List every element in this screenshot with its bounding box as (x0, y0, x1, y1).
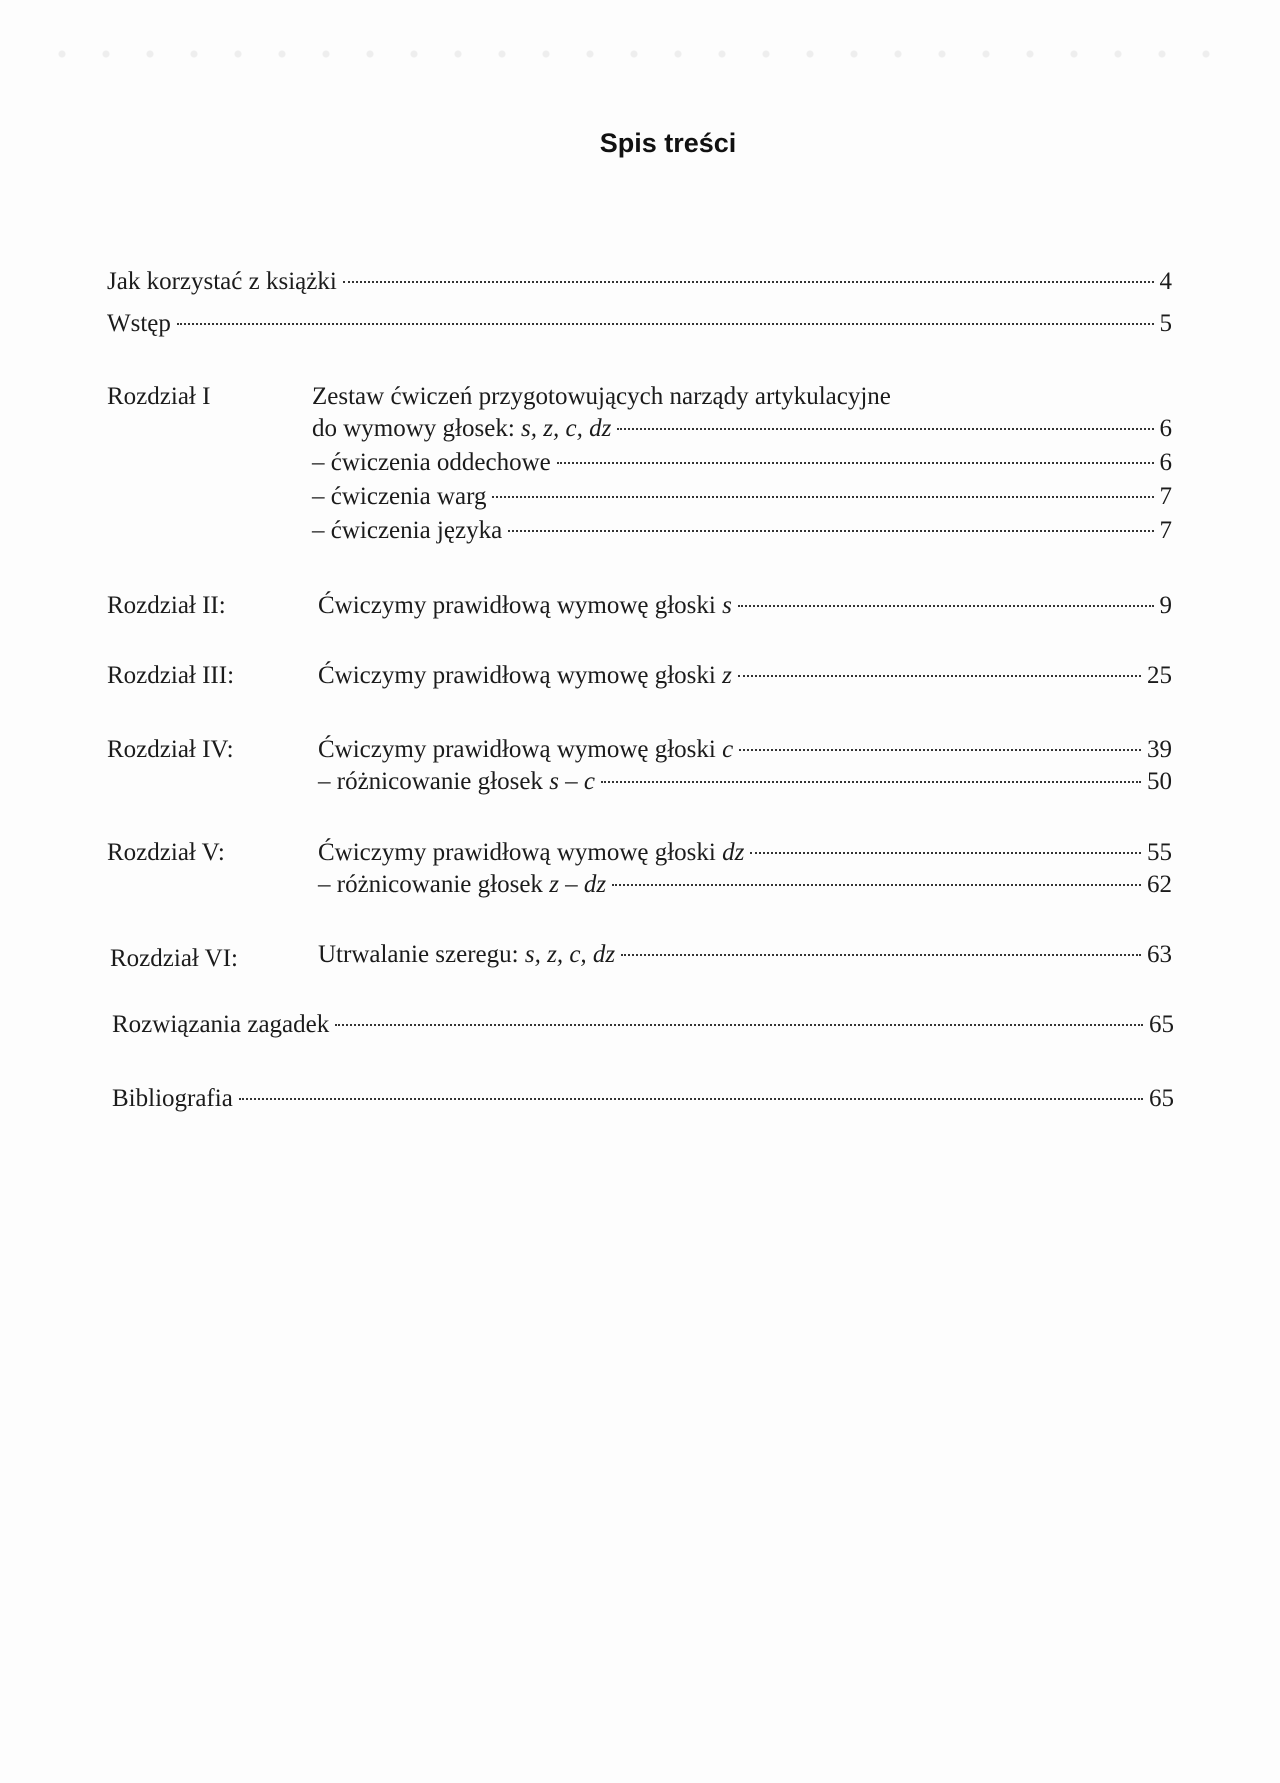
toc-entry-text: Wstęp (107, 310, 171, 337)
toc-entry-text-plain: do wymowy głosek: (312, 415, 522, 442)
scan-artifact (40, 44, 1240, 64)
toc-page-number: 55 (1147, 839, 1172, 866)
toc-page-number: 63 (1147, 941, 1172, 968)
toc-entry-text-plain: Ćwiczymy prawidłową wymowę głoski (318, 839, 723, 866)
toc-entry-puzzle-solutions (112, 1008, 1174, 1042)
toc-subentry-lips (312, 480, 1172, 514)
leader-dots (750, 852, 1141, 854)
toc-entry-chapter-2 (318, 589, 1172, 623)
toc-entry-text-italic: c (722, 736, 734, 763)
toc-page-number: 62 (1147, 871, 1172, 898)
chapter-label: Rozdział II: (107, 592, 226, 619)
toc-entry-text-italic: s – c (549, 768, 596, 795)
toc-entry-text-italic: s, z, c, dz (521, 415, 612, 442)
toc-entry-introduction (107, 307, 1172, 341)
toc-entry-text (318, 938, 615, 972)
leader-dots (601, 781, 1141, 783)
toc-entry-text (318, 589, 732, 623)
page-title: Spis treści (599, 128, 737, 158)
leader-dots (508, 530, 1153, 532)
toc-subentry-tongue (312, 514, 1172, 548)
toc-entry-text: Rozwiązania zagadek (112, 1011, 330, 1038)
leader-dots (739, 749, 1141, 751)
leader-dots (239, 1098, 1143, 1100)
toc-entry-text-plain: – różnicowanie głosek (318, 871, 550, 898)
chapter-label: Rozdział V: (107, 839, 225, 866)
toc-page-number: 6 (1159, 449, 1172, 476)
toc-page-number: 50 (1147, 768, 1172, 795)
toc-page-number: 65 (1149, 1085, 1174, 1112)
toc-page-number: 6 (1159, 415, 1172, 442)
toc-page-number: 39 (1147, 736, 1172, 763)
toc-page-number: 7 (1159, 483, 1172, 510)
leader-dots (617, 428, 1153, 430)
toc-entry-text: Jak korzystać z książki (107, 268, 337, 295)
leader-dots (612, 884, 1141, 886)
toc-entry-text-plain: Ćwiczymy prawidłową wymowę głoski (318, 662, 723, 689)
toc-page-number: 25 (1147, 662, 1172, 689)
toc-subentry-breathing (312, 446, 1172, 480)
toc-subentry-s-c (318, 765, 1172, 799)
toc-entry-chapter-4 (318, 733, 1172, 767)
toc-page-number: 5 (1159, 310, 1172, 337)
toc-entry-chapter-1 (312, 412, 1172, 446)
chapter-heading: Zestaw ćwiczeń przygotowujących narządy artykulacyjne (312, 383, 891, 410)
leader-dots (738, 675, 1141, 677)
toc-page-number: 4 (1159, 268, 1172, 295)
toc-entry-text-italic: s (722, 592, 732, 619)
leader-dots (557, 462, 1154, 464)
toc-entry-text (318, 765, 595, 799)
leader-dots (621, 954, 1141, 956)
toc-entry-text-italic: z – dz (549, 871, 607, 898)
toc-entry-text (318, 733, 733, 767)
toc-entry-text-italic: s, z, c, dz (524, 941, 616, 968)
leader-dots (343, 281, 1154, 283)
toc-entry-how-to-use (107, 265, 1172, 299)
toc-entry-chapter-3 (318, 659, 1172, 693)
leader-dots (177, 323, 1154, 325)
toc-entry-text-italic: z (722, 662, 732, 689)
toc-page-number: 65 (1149, 1011, 1174, 1038)
toc-page-number: 9 (1159, 592, 1172, 619)
toc-entry-text (312, 412, 611, 446)
toc-entry-chapter-5 (318, 836, 1172, 870)
toc-entry-chapter-6 (318, 938, 1172, 972)
toc-entry-text-italic: dz (722, 839, 745, 866)
toc-entry-text (318, 836, 744, 870)
toc-page-number: 7 (1159, 517, 1172, 544)
toc-entry-text: – ćwiczenia warg (312, 483, 487, 510)
toc-entry-bibliography (112, 1082, 1174, 1116)
toc-entry-text: – ćwiczenia języka (312, 517, 503, 544)
toc-entry-text (318, 868, 606, 902)
toc-entry-text-plain: Utrwalanie szeregu: (318, 941, 525, 968)
chapter-label: Rozdział I (107, 383, 211, 410)
toc-entry-text: – ćwiczenia oddechowe (312, 449, 551, 476)
toc-entry-text (318, 659, 732, 693)
leader-dots (738, 605, 1154, 607)
chapter-label: Rozdział III: (107, 662, 235, 689)
chapter-label: Rozdział IV: (107, 736, 234, 763)
toc-subentry-z-dz (318, 868, 1172, 902)
toc-entry-text-plain: Ćwiczymy prawidłową wymowę głoski (318, 736, 723, 763)
toc-entry-text-plain: Ćwiczymy prawidłową wymowę głoski (318, 592, 723, 619)
toc-entry-text: Bibliografia (112, 1085, 233, 1112)
leader-dots (335, 1024, 1143, 1026)
leader-dots (492, 496, 1153, 498)
chapter-label: Rozdział VI: (110, 945, 238, 972)
toc-entry-text-plain: – różnicowanie głosek (318, 768, 550, 795)
